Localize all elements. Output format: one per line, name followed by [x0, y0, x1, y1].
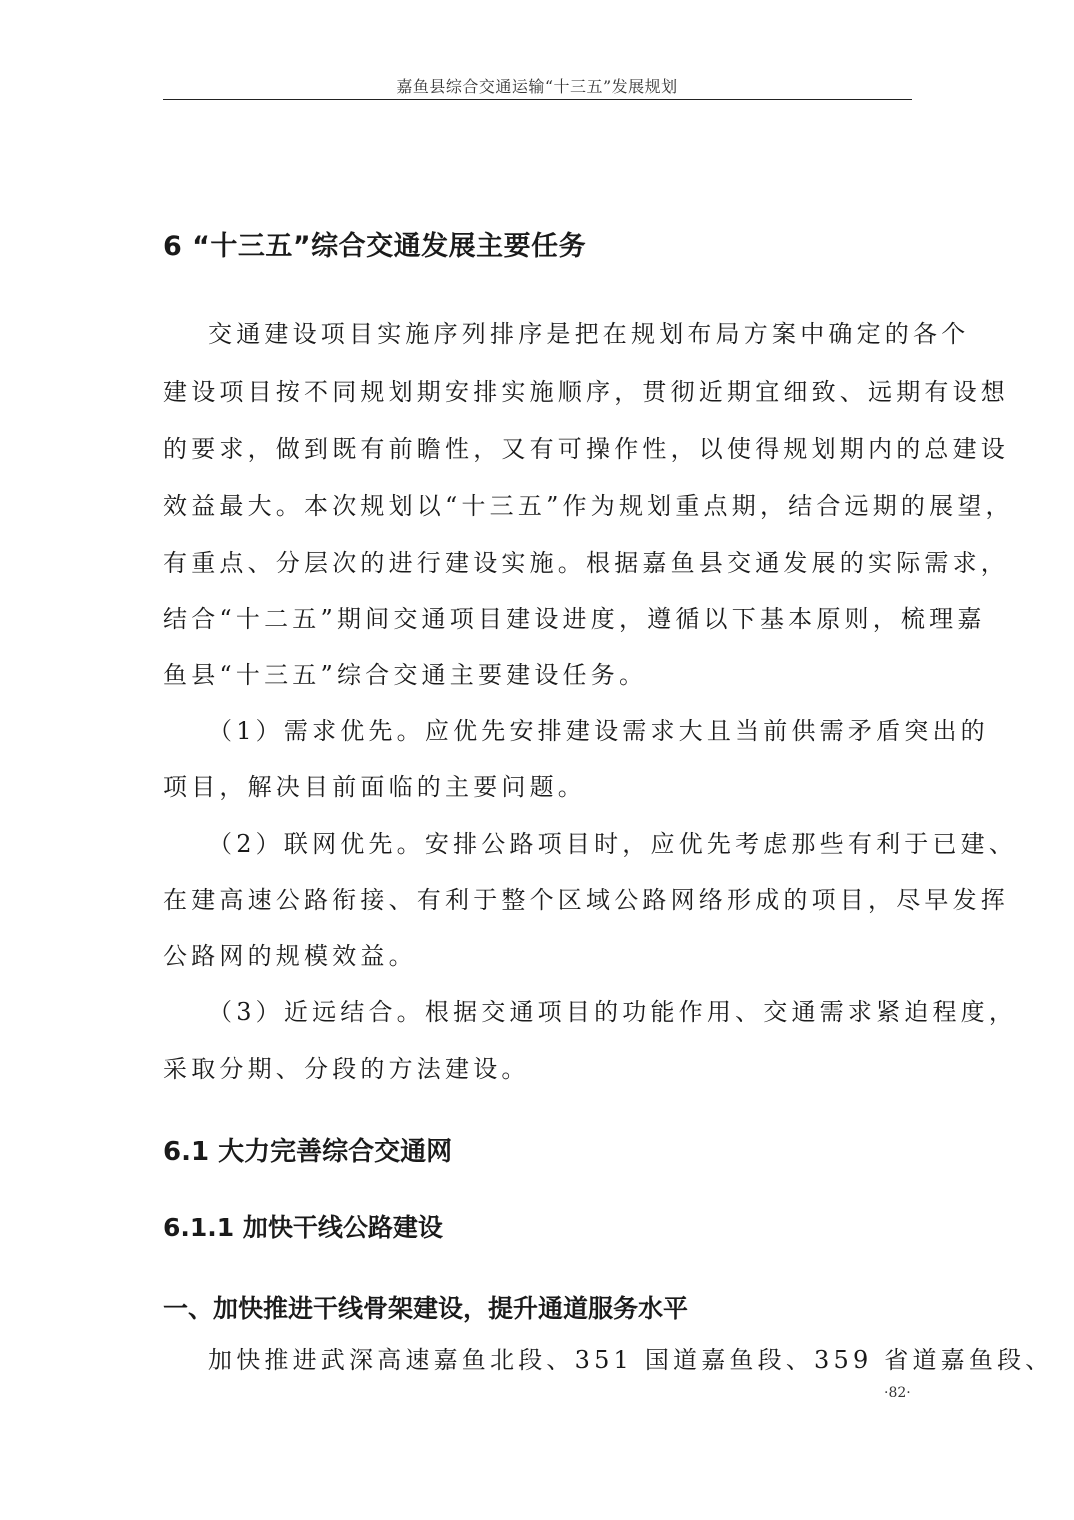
intro-line: 结合“十二五”期间交通项目建设进度，遵循以下基本原则，梳理嘉: [163, 605, 986, 633]
item-text-line: 加快推进武深高速嘉鱼北段、351 国道嘉鱼段、359 省道嘉鱼段、: [208, 1346, 1054, 1374]
principle-line: 采取分期、分段的方法建设。: [163, 1055, 530, 1083]
principle-line: （2）联网优先。安排公路项目时，应优先考虑那些有利于已建、: [208, 830, 1018, 858]
intro-line: 效益最大。本次规划以“十三五”作为规划重点期，结合远期的展望，: [163, 492, 1014, 520]
subsubsection-heading: 6.1.1 加快干线公路建设: [163, 1213, 443, 1242]
principle-line: 项目，解决目前面临的主要问题。: [163, 773, 586, 801]
intro-line: 交通建设项目实施序列排序是把在规划布局方案中确定的各个: [208, 320, 970, 348]
page-number: ·82·: [884, 1385, 911, 1401]
principle-line: （3）近远结合。根据交通项目的功能作用、交通需求紧迫程度，: [208, 998, 1018, 1026]
item-heading: 一、加快推进干线骨架建设，提升通道服务水平: [163, 1294, 689, 1323]
section-heading: 6 “十三五”综合交通发展主要任务: [163, 231, 587, 262]
principle-line: 公路网的规模效益。: [163, 942, 417, 970]
intro-line: 有重点、分层次的进行建设实施。根据嘉鱼县交通发展的实际需求，: [163, 549, 1009, 577]
header-divider: [163, 99, 912, 100]
principle-line: （1）需求优先。应优先安排建设需求大且当前供需矛盾突出的: [208, 717, 989, 745]
running-header: 嘉鱼县综合交通运输“十三五”发展规划: [396, 77, 678, 96]
intro-line: 建设项目按不同规划期安排实施顺序，贯彻近期宜细致、远期有设想: [163, 378, 1009, 406]
intro-line: 的要求，做到既有前瞻性，又有可操作性，以使得规划期内的总建设: [163, 435, 1009, 463]
intro-line: 鱼县“十三五”综合交通主要建设任务。: [163, 661, 648, 689]
principle-line: 在建高速公路衔接、有利于整个区域公路网络形成的项目，尽早发挥: [163, 886, 1009, 914]
subsection-heading: 6.1 大力完善综合交通网: [163, 1137, 453, 1167]
